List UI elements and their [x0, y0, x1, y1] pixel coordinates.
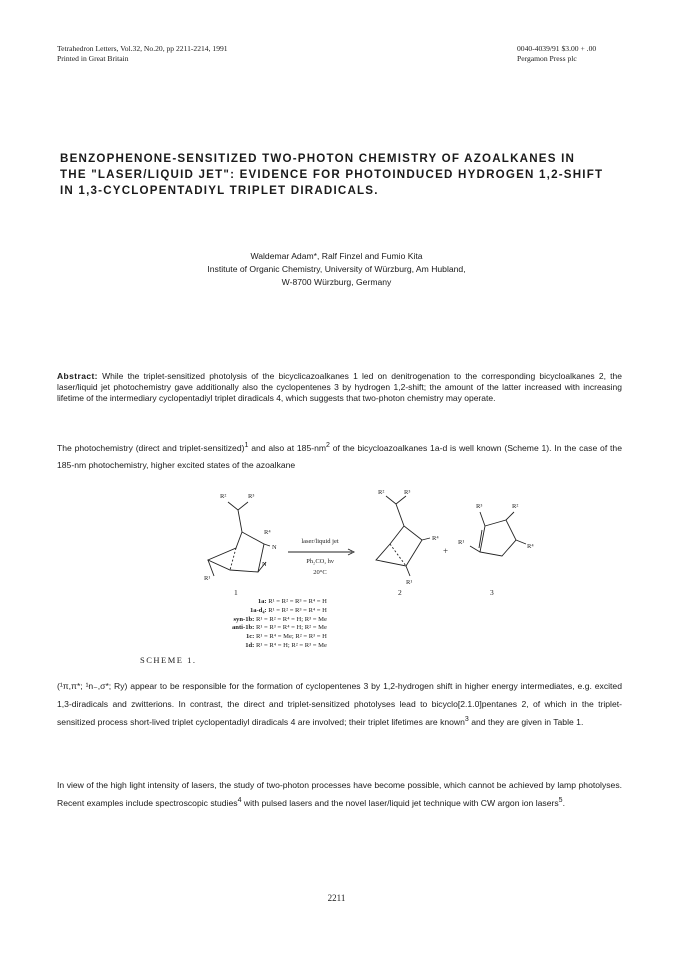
reactant-r1-label: R¹: [204, 575, 211, 582]
product2-dashed-bond: [390, 544, 406, 566]
intro-paragraph: [57, 440, 622, 474]
product2-r4-label: R⁴: [432, 535, 439, 542]
para2-text-2: and they are given in Table 1.: [468, 717, 584, 727]
azo-n2-label: N: [262, 561, 267, 568]
page-number: 2211: [327, 893, 346, 903]
product3-r1-label: R¹: [458, 539, 465, 546]
reference-5: 5: [558, 797, 563, 805]
reactant-dashed-bond: [230, 548, 236, 570]
compound-row: 1c: R¹ = R⁴ = Me; R² = R³ = H: [245, 633, 327, 641]
journal-header-left: [57, 44, 228, 64]
product2-r1-label: R¹: [406, 579, 413, 586]
arrow-condition-mid: Ph₂CO, hν: [306, 558, 334, 565]
abstract: [57, 371, 622, 404]
para3-text-1: In view of the high light intensity of lasers, the study of two-photon processes have become possible, which cannot be achieved by lamp photolyses. Recent examples include spectroscopic studies: [57, 780, 622, 808]
arrow-condition-bottom: 20°C: [313, 569, 327, 576]
compound-1-label: 1: [234, 588, 238, 597]
para3-text-3: .: [562, 798, 565, 808]
reactant-r4-label: R⁴: [264, 529, 271, 536]
product2-r2-label: R²: [378, 489, 385, 496]
affiliation-line-2: W-8700 Würzburg, Germany: [281, 277, 392, 287]
reference-3: 3: [464, 716, 469, 724]
para3-text-2: with pulsed lasers and the novel laser/liquid jet technique with CW argon ion lasers: [241, 798, 559, 808]
abstract-text: While the triplet-sensitized photolysis of the bicyclicazoalkanes 1 led on denitrogenation to the corresponding bicycloalkanes 2, the laser/liquid jet photochemistry gave additionally also the cyclopentenes 3 by hydrogen 1,2-shift; the amount of the latter increased with increasing lifetime of the intermediary cyclopentadiyl triplet diradicals 4, which suggests that two-photon chemistry may operate.: [57, 371, 622, 403]
author-names: Waldemar Adam*, Ralf Finzel and Fumio Kita: [250, 251, 423, 261]
title-line-2: THE "LASER/LIQUID JET": EVIDENCE FOR PHOTOINDUCED HYDROGEN 1,2-SHIFT: [60, 168, 604, 181]
azo-n1-label: N: [272, 544, 277, 551]
paragraph-2: [57, 677, 622, 731]
paragraph-3: [57, 776, 622, 812]
product3-r4-label: R⁴: [527, 543, 534, 550]
article-code: 0040-4039/91 $3.00 + .00: [517, 44, 597, 53]
title-line-3: IN 1,3-CYCLOPENTADIYL TRIPLET DIRADICALS.: [60, 184, 379, 197]
compound-row: 1d: R¹ = R⁴ = H; R² = R³ = Me: [245, 641, 327, 649]
compound-row: syn-1b: R¹ = R² = R⁴ = H; R³ = Me: [233, 615, 327, 623]
product3-r3-label: R³: [476, 503, 483, 510]
cyclopentene-ring: [480, 520, 516, 556]
author-block: [0, 250, 673, 289]
product3-r2-label: R²: [512, 503, 519, 510]
intro-text-3: of the bicycloazoalkanes 1a-d is well known (Scheme 1). In the case of the 185-nm photochemistry, higher excited states of the azoalkane: [57, 443, 622, 470]
product3-substituent-bonds: [470, 512, 526, 552]
product2-bridge-substituents: [386, 496, 406, 504]
abstract-label: Abstract:: [57, 371, 98, 381]
reference-2: 2: [326, 442, 330, 450]
compound-list: [232, 598, 327, 651]
compound-row: 1a-d₄: R¹ = R² = R³ = R⁴ = H: [249, 606, 327, 614]
reactant-bridge-substituents: [228, 502, 248, 510]
intro-text-1: The photochemistry (direct and triplet-sensitized): [57, 443, 245, 453]
reference-1: 1: [244, 442, 249, 450]
arrow-condition-top: laser/liquid jet: [301, 538, 339, 545]
compound-row: 1a: R¹ = R² = R³ = R⁴ = H: [257, 598, 327, 605]
para2-text-1: (¹π,π*; ¹n₋,σ*; Ry) appear to be responsible for the formation of cyclopentenes 3 by 1,2-hydrogen shift in higher energy intermediates, e.g. excited 1,3-diradicals and zwitterions. In contrast, the direct and triplet-sensitized photolyses lead to bicyclo[2.1.0]pentanes 2, of which in the triplet-sensitized process short-lived triplet cyclopentadiyl diradicals 4 are involved; their triplet lifetimes are known: [57, 681, 622, 727]
plus-sign: +: [443, 546, 449, 556]
compound-3-label: 3: [490, 588, 494, 597]
publisher: Pergamon Press plc: [517, 54, 577, 63]
paper-title: [60, 151, 640, 199]
reactant-r2-label: R²: [220, 493, 227, 500]
journal-citation: Tetrahedron Letters, Vol.32, No.20, pp 2211-2214, 1991: [57, 44, 228, 53]
compound-2-label: 2: [398, 588, 402, 597]
scheme-1-figure: [190, 482, 550, 600]
reactant-r3-label: R³: [248, 493, 255, 500]
scheme-caption: SCHEME 1.: [140, 655, 197, 665]
product2-skeleton: [376, 504, 422, 566]
affiliation-line-1: Institute of Organic Chemistry, University of Würzburg, Am Hubland,: [207, 264, 466, 274]
printed-note: Printed in Great Britain: [57, 54, 129, 63]
journal-header-right: [517, 44, 596, 64]
product2-substituent-bonds: [406, 538, 430, 576]
intro-text-2: and also at 185-nm: [248, 443, 327, 453]
reference-4: 4: [237, 797, 242, 805]
reactant-skeleton: [208, 510, 264, 572]
compound-row: anti-1b: R¹ = R³ = R⁴ = H; R² = Me: [232, 624, 327, 632]
title-line-1: BENZOPHENONE-SENSITIZED TWO-PHOTON CHEMISTRY OF AZOALKANES IN: [60, 152, 576, 165]
product2-r3-label: R³: [404, 489, 411, 496]
